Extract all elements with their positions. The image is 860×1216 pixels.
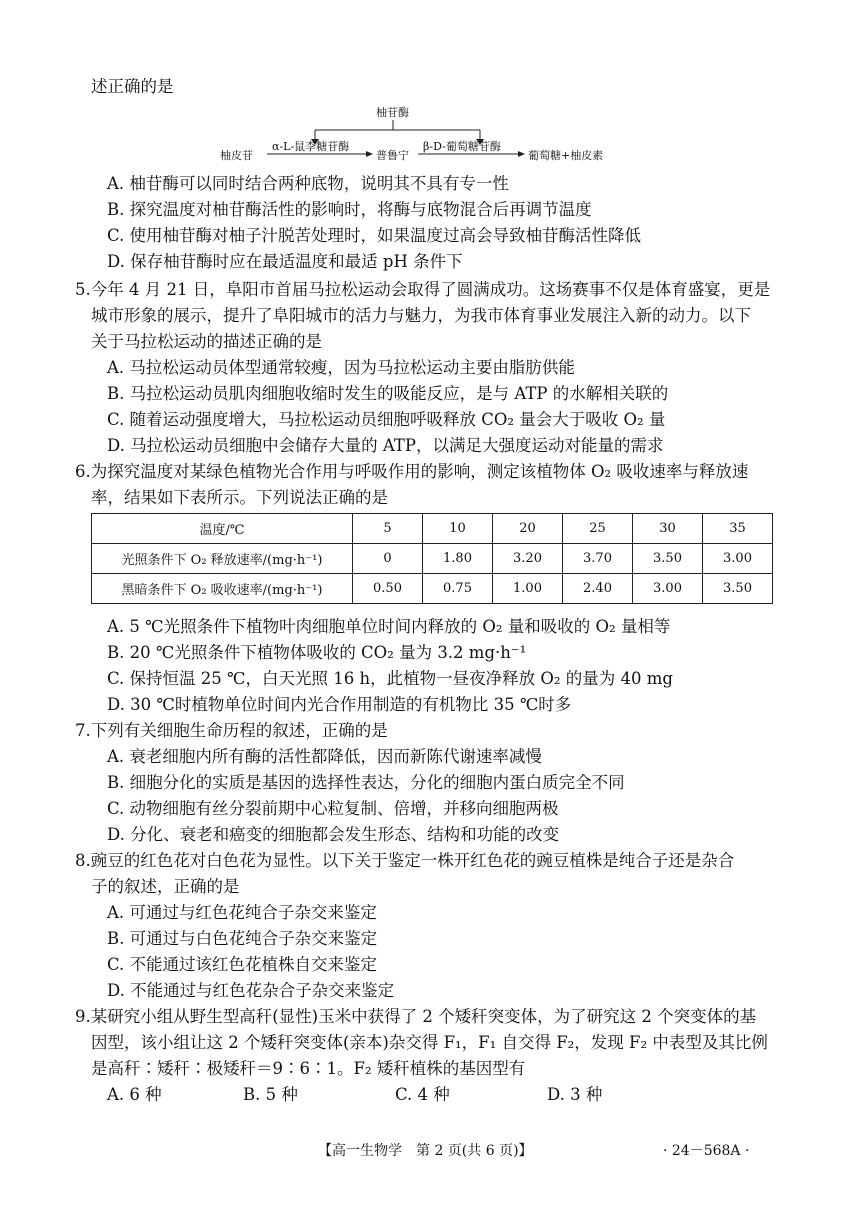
product-label: 葡萄糖+柚皮素 bbox=[528, 149, 604, 162]
paper-code: · 24－568A · bbox=[663, 1143, 750, 1159]
q5-option-a: A. 马拉松运动员体型通常较瘦，因为马拉松运动主要由脂肪供能 bbox=[107, 358, 575, 377]
q4-option-c: C. 使用柚苷酶对柚子汁脱苦处理时，如果温度过高会导致柚苷酶活性降低 bbox=[107, 226, 642, 245]
table-temp-cell: 25 bbox=[563, 514, 633, 544]
q9-option-c: C. 4 种 bbox=[395, 1085, 450, 1104]
substrate-label: 柚皮苷 bbox=[220, 149, 253, 162]
q5-option-b: B. 马拉松运动员肌肉细胞收缩时发生的吸能反应，是与 ATP 的水解相关联的 bbox=[107, 384, 669, 403]
table-cell: 3.00 bbox=[633, 574, 703, 604]
table-cell: 3.70 bbox=[563, 544, 633, 574]
enzyme-label: 柚苷酶 bbox=[376, 106, 409, 119]
q9-stem-line2: 因型，该小组让这 2 个矮秆突变体(亲本)杂交得 F₁，F₁ 自交得 F₂，发现 F₂ 中表型及其比例 bbox=[91, 1033, 768, 1052]
q9-stem-line1: 9.某研究小组从野生型高秆(显性)玉米中获得了 2 个矮秆突变体，为了研究这 2 个突变体的基 bbox=[75, 1007, 757, 1026]
table-temp-cell: 10 bbox=[423, 514, 493, 544]
q6-stem-line2: 率，结果如下表所示。下列说法正确的是 bbox=[91, 488, 388, 507]
table-cell: 1.00 bbox=[493, 574, 563, 604]
table-cell: 2.40 bbox=[563, 574, 633, 604]
q9-option-d: D. 3 种 bbox=[547, 1085, 603, 1104]
q6-data-table bbox=[91, 513, 773, 604]
table-cell: 3.50 bbox=[703, 574, 773, 604]
q5-option-d: D. 马拉松运动员细胞中会储存大量的 ATP，以满足大强度运动对能量的需求 bbox=[107, 436, 664, 455]
q8-option-d: D. 不能通过与红色花杂合子杂交来鉴定 bbox=[107, 981, 395, 1000]
table-row-label: 光照条件下 O₂ 释放速率/(mg·h⁻¹) bbox=[92, 544, 353, 574]
q6-option-a: A. 5 ℃光照条件下植物叶肉细胞单位时间内释放的 O₂ 量和吸收的 O₂ 量相等 bbox=[107, 617, 671, 636]
table-temp-cell: 20 bbox=[493, 514, 563, 544]
q4-option-b: B. 探究温度对柚苷酶活性的影响时，将酶与底物混合后再调节温度 bbox=[107, 200, 592, 219]
table-cell: 1.80 bbox=[423, 544, 493, 574]
q7-option-b: B. 细胞分化的实质是基因的选择性表达，分化的细胞内蛋白质完全不同 bbox=[107, 773, 625, 792]
table-row bbox=[92, 544, 773, 574]
q6-option-d: D. 30 ℃时植物单位时间内光合作用制造的有机物比 35 ℃时多 bbox=[107, 695, 572, 714]
intermediate-label: 普鲁宁 bbox=[376, 149, 409, 162]
table-cell: 3.50 bbox=[633, 544, 703, 574]
table-cell: 0.75 bbox=[423, 574, 493, 604]
q5-stem-line3: 关于马拉松运动的描述正确的是 bbox=[91, 332, 322, 351]
table-row bbox=[92, 574, 773, 604]
q8-stem-line2: 子的叙述，正确的是 bbox=[91, 877, 240, 896]
table-temp-cell: 30 bbox=[633, 514, 703, 544]
q7-stem: 7.下列有关细胞生命历程的叙述，正确的是 bbox=[75, 721, 388, 740]
table-cell: 0.50 bbox=[353, 574, 423, 604]
q8-option-b: B. 可通过与白色花纯合子杂交来鉴定 bbox=[107, 929, 378, 948]
q8-stem-line1: 8.豌豆的红色花对白色花为显性。以下关于鉴定一株开红色花的豌豆植株是纯合子还是杂合 bbox=[75, 851, 735, 870]
enzyme1-label: α-L-鼠李糖苷酶 bbox=[272, 140, 350, 153]
q9-option-b: B. 5 种 bbox=[243, 1085, 298, 1104]
q5-stem-line2: 城市形象的展示，提升了阜阳城市的活力与魅力，为我市体育事业发展注入新的动力。以下 bbox=[91, 306, 751, 325]
q4-option-d: D. 保存柚苷酶时应在最适温度和最适 pH 条件下 bbox=[107, 252, 463, 271]
q5-stem-line1: 5.今年 4 月 21 日，阜阳市首届马拉松运动会取得了圆满成功。这场赛事不仅是体育盛宴，更是 bbox=[75, 280, 771, 299]
table-cell: 3.20 bbox=[493, 544, 563, 574]
table-cell: 3.00 bbox=[703, 544, 773, 574]
table-header-label: 温度/℃ bbox=[92, 514, 353, 544]
table-row-label: 黑暗条件下 O₂ 吸收速率/(mg·h⁻¹) bbox=[92, 574, 353, 604]
q5-option-c: C. 随着运动强度增大，马拉松运动员细胞呼吸释放 CO₂ 量会大于吸收 O₂ 量 bbox=[107, 410, 666, 429]
table-header-row bbox=[92, 514, 773, 544]
enzyme2-label: β-D-葡萄糖苷酶 bbox=[423, 140, 501, 153]
page-footer: 【高一生物学 第 2 页(共 6 页)】 bbox=[318, 1143, 533, 1159]
q8-option-c: C. 不能通过该红色花植株自交来鉴定 bbox=[107, 955, 378, 974]
enzyme-pathway-diagram bbox=[220, 104, 660, 170]
table-cell: 0 bbox=[353, 544, 423, 574]
q7-option-d: D. 分化、衰老和癌变的细胞都会发生形态、结构和功能的改变 bbox=[107, 825, 560, 844]
q6-option-b: B. 20 ℃光照条件下植物体吸收的 CO₂ 量为 3.2 mg·h⁻¹ bbox=[107, 643, 527, 662]
q7-option-c: C. 动物细胞有丝分裂前期中心粒复制、倍增，并移向细胞两极 bbox=[107, 799, 559, 818]
q8-option-a: A. 可通过与红色花纯合子杂交来鉴定 bbox=[107, 903, 377, 922]
q6-option-c: C. 保持恒温 25 ℃，白天光照 16 h，此植物一昼夜净释放 O₂ 的量为 40 mg bbox=[107, 669, 673, 688]
q4-stem-tail: 述正确的是 bbox=[91, 77, 174, 96]
q7-option-a: A. 衰老细胞内所有酶的活性都降低，因而新陈代谢速率减慢 bbox=[107, 747, 542, 766]
q9-option-a: A. 6 种 bbox=[107, 1085, 162, 1104]
table-temp-cell: 35 bbox=[703, 514, 773, 544]
q6-stem-line1: 6.为探究温度对某绿色植物光合作用与呼吸作用的影响，测定该植物体 O₂ 吸收速率与释放速 bbox=[75, 462, 749, 481]
q9-stem-line3: 是高秆∶矮秆∶极矮秆＝9∶6∶1。F₂ 矮秆植株的基因型有 bbox=[91, 1059, 526, 1078]
table-temp-cell: 5 bbox=[353, 514, 423, 544]
q4-option-a: A. 柚苷酶可以同时结合两种底物，说明其不具有专一性 bbox=[107, 174, 509, 193]
